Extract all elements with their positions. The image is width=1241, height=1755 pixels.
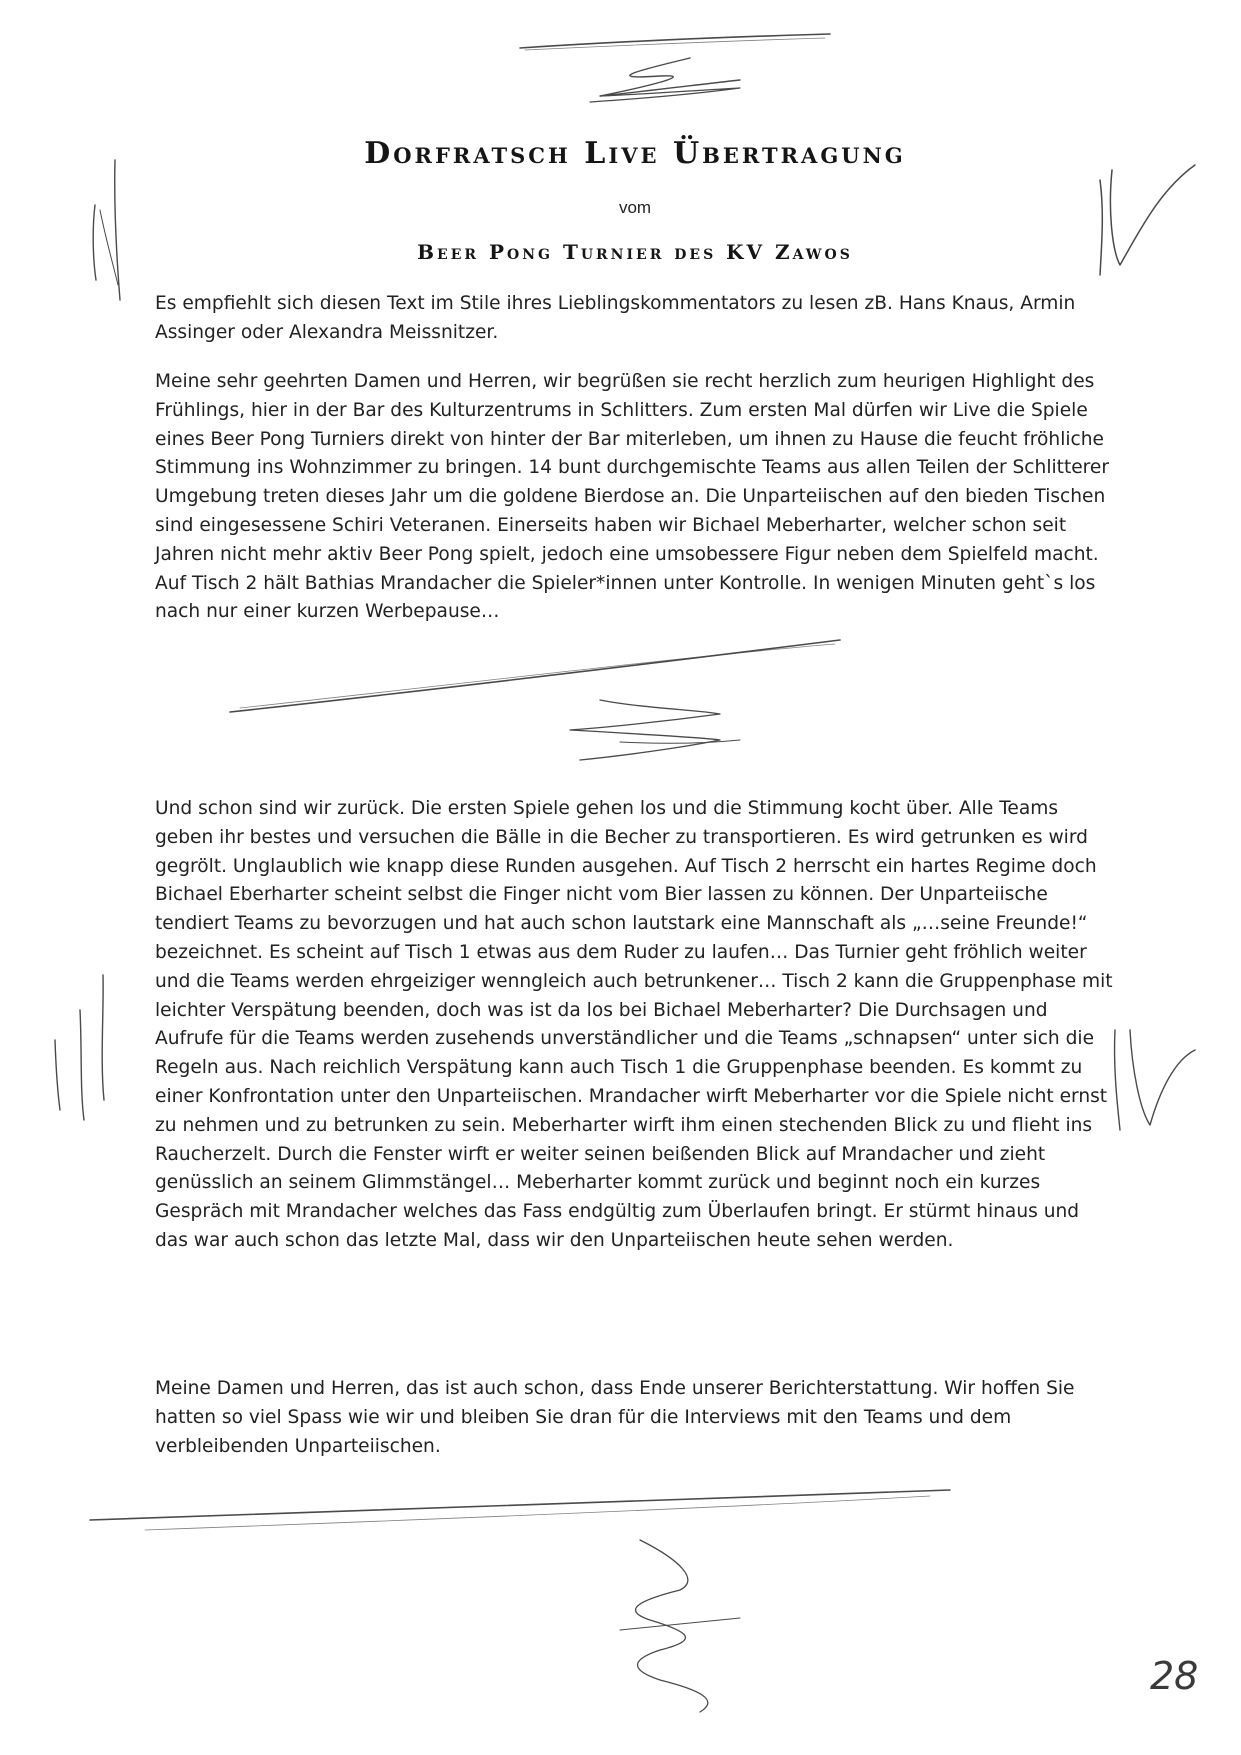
margin-mark-right-bottom — [1115, 1030, 1195, 1130]
paragraph-intro: Es empfiehlt sich diesen Text im Stile ihres Lieblingskommentators zu lesen zB. Hans Knaus, Armin Assinger oder Alexandra Meissnitzer. — [155, 293, 1076, 343]
paragraph-tournament: Und schon sind wir zurück. Die ersten Spiele gehen los und die Stimmung kocht über. Alle Teams geben ihr bestes und versuchen die Bälle in die Becher zu transportieren. Es wird getrunken es wird gegrölt. Unglaublich wie knapp diese Runden ausgehen. Auf Tisch 2 herrscht ein hartes Regime doch Bichael Eberharter scheint selbst die Finger nicht vom Bier lassen zu können. Der Unparteiische tendiert Teams zu bevorzugen und hat auch schon lautstark eine Mannschaft als „…seine Freunde!“ bezeichnet. Es scheint auf Tisch 1 etwas aus dem Ruder zu laufen… Das Turnier geht fröhlich weiter und die Teams werden ehrgeiziger wenngleich auch betrunkener… Tisch 2 kann die Gruppenphase mit leichter Verspätung beenden, doch was ist da los bei Bichael Meberharter? Die Durchsagen und Aufrufe für die Teams werden zusehends unverständlicher und die Teams „schnapsen“ unter sich die Regeln aus. Nach reichlich Verspätung kann auch Tisch 1 die Gruppenphase beenden. Es kommt zu einer Konfrontation unter den Unparteiischen. Mrandacher wirft Meberharter vor die Spiele nicht ernst zu nehmen und zu betrunken zu sein. Meberharter wirft ihm einen stechenden Blick zu und flieht ins Raucherzelt. Durch die Fenster wirft er weiter seinen beißenden Blick auf Mrandacher und zieht genüsslich an seinem Glimmstängel… Meberharter kommt zurück und beginnt noch ein kurzes Gespräch mit Mrandacher welches das Fass endgültig zum Überlaufen bringt. Er stürmt hinaus und das war auch schon das letzte Mal, dass wir den Unparteiischen heute sehen werden. — [155, 798, 1113, 1251]
paragraph-welcome: Meine sehr geehrten Damen und Herren, wir begrüßen sie recht herzlich zum heurigen Highlight des Frühlings, hier in der Bar des Kulturzentrums in Schlitters. Zum ersten Mal dürfen wir Live die Spiele eines Beer Pong Turniers direkt von hinter der Bar miterleben, um ihnen zu Hause die feucht fröhliche Stimmung ins Wohnzimmer zu bringen. 14 bunt durchgemischte Teams aus allen Teilen der Schlitterer Umgebung treten dieses Jahr um die goldene Bierdose an. Die Unparteiischen auf den bieden Tischen sind eingesessene Schiri Veteranen. Einerseits haben wir Bichael Meberharter, welcher schon seit Jahren nicht mehr aktiv Beer Pong spielt, jedoch eine umsobessere Figur neben dem Spielfeld macht. Auf Tisch 2 hält Bathias Mrandacher die Spieler*innen unter Kontrolle. In wenigen Minuten geht`s los nach nur einer kurzen Werbepause… — [155, 371, 1109, 623]
document-title: Dorfratsch Live Übertragung — [364, 136, 906, 171]
margin-mark-right-top — [1100, 165, 1195, 275]
margin-mark-left-bottom — [55, 975, 104, 1120]
title-connector: vom — [618, 198, 652, 217]
document-subtitle: Beer Pong Turnier des KV Zawos — [417, 240, 853, 264]
strikeout-scribble-middle — [230, 640, 840, 760]
paragraph-closing: Meine Damen und Herren, das ist auch schon, dass Ende unserer Berichterstattung. Wir hoffen Sie hatten so viel Spass wie wir und bleiben Sie dran für die Interviews mit den Teams und dem verbleibenden Unparteiischen. — [155, 1378, 1075, 1457]
margin-mark-left-top — [93, 160, 120, 300]
page-number: 28 — [1150, 1654, 1199, 1698]
strikeout-scribble-bottom — [90, 1490, 950, 1712]
strikeout-scribble-top — [520, 34, 830, 102]
